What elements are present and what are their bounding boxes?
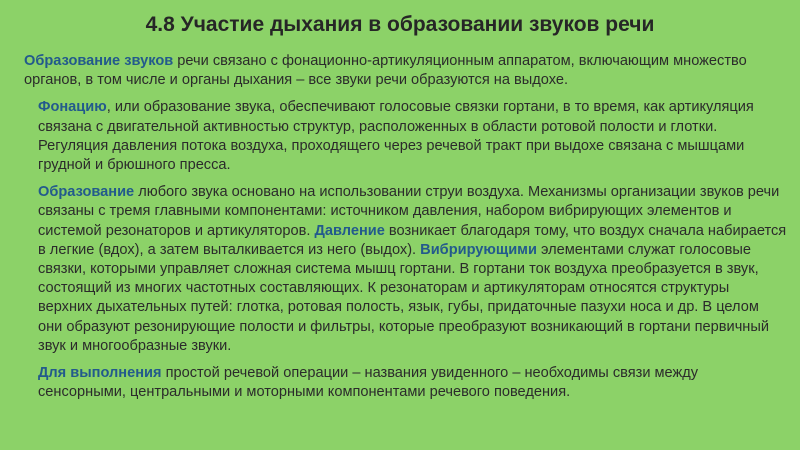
highlight-formation: Образование (38, 184, 135, 201)
paragraph-text: простой речевой операции – названия увиденного – необходимы связи между сенсорными, центральными и моторными компонентами речевого поведения. (38, 365, 699, 401)
paragraph-phonation (22, 98, 787, 175)
highlight-pressure: Давление (314, 222, 385, 239)
paragraph-text: любого звука основано на использовании струи воздуха. Механизмы организации звуков речи связаны с тремя главными компонентами: источником давления, набором вибрирующих элементов и системой резонаторов и артикуляторов. (38, 184, 780, 239)
paragraph-text: элементами служат голосовые связки, которыми управляет сложная система мышц гортани. В гортани ток воздуха преобразуется в звук, состоящий из многих частотных составляющих. К резонаторам и артикуляторам относятся структуры верхних дыхательных путей: глотка, ротовая полость, язык, губы, придаточные пазухи носа и др. В целом они образуют резонирующие полости и фильтры, которые преобразуют возникающий в гортани первичный звук и многообразные звуки. (38, 241, 769, 354)
slide-title: 4.8 Участие дыхания в образовании звуков речи (145, 13, 655, 36)
highlight-sound-formation: Образование звуков (24, 53, 174, 69)
highlight-vibrating: Вибрирующими (420, 241, 537, 258)
paragraph-text: речи связано с фонационно-артикуляционным аппаратом, включающим множество органов, в том числе и органы дыхания – все звуки речи образуются на выдохе. (24, 53, 747, 89)
highlight-phonation: Фонацию (38, 99, 107, 116)
paragraph-execution (22, 364, 787, 402)
paragraph-text: возникает благодаря тому, что воздух сначала набирается в легкие (вдох), а затем выталкивается из него (выдох). (38, 222, 787, 258)
paragraph-mechanisms (22, 183, 787, 356)
paragraph-text: , или образование звука, обеспечивают голосовые связки гортани, в то время, как артикуляция связана с двигательной активностью структур, расположенных в области ротовой полости и глотки. Регуляция давления потока воздуха, проходящего через речевой тракт при выдохе связана с мышцами грудной и брюшного пресса. (38, 99, 754, 174)
paragraph-sound-formation (22, 52, 787, 90)
slide-body (22, 52, 787, 410)
highlight-execution: Для выполнения (38, 365, 162, 382)
